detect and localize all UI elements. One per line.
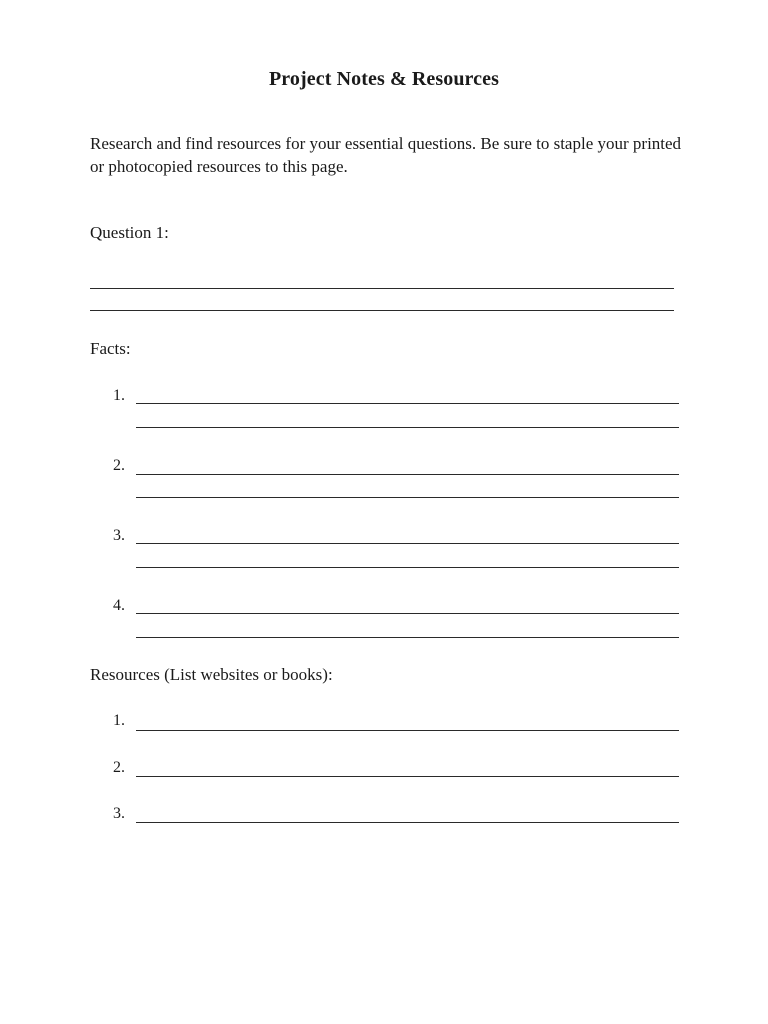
facts-label: Facts: bbox=[90, 339, 131, 358]
question-answer-line-1[interactable] bbox=[90, 288, 674, 289]
instructions-text: Research and find resources for your essential questions. Be sure to staple your printed or photocopied resources to this page. bbox=[90, 134, 682, 176]
fact-4-line-2[interactable] bbox=[136, 637, 679, 638]
fact-number: 1. bbox=[113, 387, 125, 404]
fact-number: 2. bbox=[113, 457, 125, 474]
resource-number: 1. bbox=[113, 712, 125, 729]
fact-number: 4. bbox=[113, 597, 125, 614]
fact-number: 3. bbox=[113, 527, 125, 544]
fact-4-line-1[interactable] bbox=[136, 613, 679, 614]
resource-2-line[interactable] bbox=[136, 776, 679, 777]
fact-3-line-2[interactable] bbox=[136, 567, 679, 568]
fact-1-line-1[interactable] bbox=[136, 403, 679, 404]
fact-3-line-1[interactable] bbox=[136, 543, 679, 544]
fact-2-line-2[interactable] bbox=[136, 497, 679, 498]
resource-number: 3. bbox=[113, 805, 125, 822]
fact-2-line-1[interactable] bbox=[136, 474, 679, 475]
question-label: Question 1: bbox=[90, 223, 169, 242]
fact-1-line-2[interactable] bbox=[136, 427, 679, 428]
question-answer-line-2[interactable] bbox=[90, 310, 674, 311]
resource-number: 2. bbox=[113, 759, 125, 776]
resource-1-line[interactable] bbox=[136, 730, 679, 731]
resources-label: Resources (List websites or books): bbox=[90, 665, 333, 684]
page-title: Project Notes & Resources bbox=[268, 68, 499, 90]
resource-3-line[interactable] bbox=[136, 822, 679, 823]
